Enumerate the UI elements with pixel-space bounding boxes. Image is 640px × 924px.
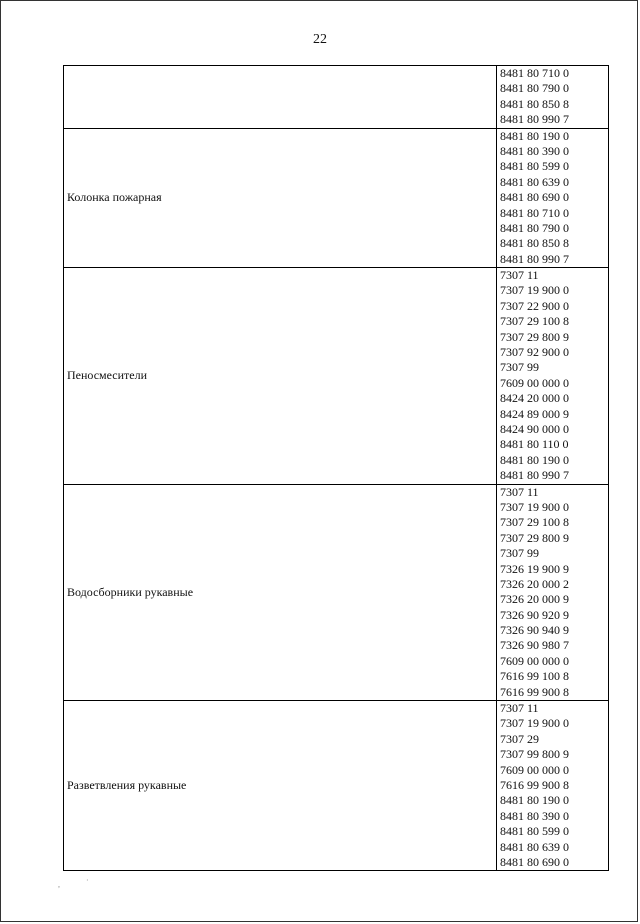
code-item: 7307 29 800 9	[500, 329, 569, 344]
product-name: Пеносмесители	[67, 368, 147, 383]
code-item: 8424 90 000 0	[500, 421, 569, 436]
code-item: 8481 80 990 7	[500, 468, 569, 483]
codes-cell	[497, 268, 609, 484]
code-item: 8481 80 599 0	[500, 159, 569, 174]
code-item: 7307 29	[500, 731, 539, 746]
table-row	[64, 484, 609, 700]
code-item: 8481 80 990 7	[500, 251, 569, 266]
product-name-cell	[64, 128, 497, 268]
code-item: 7326 90 980 7	[500, 638, 569, 653]
code-item: 8481 80 710 0	[500, 66, 569, 80]
code-item: 7326 20 000 2	[500, 576, 569, 591]
code-item: 7307 11	[500, 701, 539, 716]
table-row	[64, 128, 609, 268]
code-item: 7609 00 000 0	[500, 762, 569, 777]
code-item: 7307 19 900 0	[500, 716, 569, 731]
code-item: 7307 29 800 9	[500, 530, 569, 545]
code-item: 7609 00 000 0	[500, 653, 569, 668]
code-item: 8424 89 000 9	[500, 406, 569, 421]
code-item: 7307 29 100 8	[500, 314, 569, 329]
code-item: 8481 80 639 0	[500, 839, 569, 854]
scan-speck: ·	[86, 876, 89, 885]
codes-cell	[497, 701, 609, 871]
code-item: 7616 99 900 8	[500, 777, 569, 792]
code-item: 7307 92 900 0	[500, 345, 569, 360]
code-item: 7307 22 900 0	[500, 298, 569, 313]
codes-cell	[497, 484, 609, 700]
code-item: 7307 99	[500, 360, 539, 375]
code-item: 7307 29 100 8	[500, 515, 569, 530]
product-name: Разветвления рукавные	[67, 778, 187, 793]
code-item: 7307 99 800 9	[500, 747, 569, 762]
code-item: 8481 80 110 0	[500, 437, 569, 452]
codes-cell	[497, 66, 609, 129]
code-item: 7307 19 900 0	[500, 499, 569, 514]
product-codes-table	[63, 65, 609, 871]
code-item: 7326 90 920 9	[500, 607, 569, 622]
code-item: 8481 80 639 0	[500, 174, 569, 189]
code-item: 7616 99 100 8	[500, 669, 569, 684]
codes-cell	[497, 128, 609, 268]
table-row	[64, 268, 609, 484]
table-row	[64, 66, 609, 129]
code-item: 8424 20 000 0	[500, 391, 569, 406]
table-row	[64, 701, 609, 871]
product-name-cell	[64, 484, 497, 700]
code-item: 8481 80 599 0	[500, 824, 569, 839]
code-item: 7307 11	[500, 484, 539, 499]
code-item: 8481 80 790 0	[500, 220, 569, 235]
code-item: 7326 19 900 9	[500, 561, 569, 576]
code-item: 8481 80 710 0	[500, 205, 569, 220]
table-body	[64, 66, 609, 871]
code-item: 7307 19 900 0	[500, 283, 569, 298]
product-name: Водосборники рукавные	[67, 584, 194, 599]
code-item: 8481 80 390 0	[500, 143, 569, 158]
code-item: 7326 90 940 9	[500, 623, 569, 638]
code-item: 8481 80 190 0	[500, 128, 569, 143]
product-name: Колонка пожарная	[67, 190, 162, 205]
code-item: 8481 80 190 0	[500, 793, 569, 808]
code-item: 8481 80 790 0	[500, 81, 569, 96]
code-item: 8481 80 990 7	[500, 112, 569, 127]
code-item: 8481 80 690 0	[500, 854, 569, 869]
product-name-cell	[64, 66, 497, 129]
page-number: 22	[313, 32, 327, 47]
code-item: 8481 80 850 8	[500, 96, 569, 111]
code-item: 7616 99 900 8	[500, 684, 569, 699]
code-item: 8481 80 690 0	[500, 190, 569, 205]
code-item: 7609 00 000 0	[500, 375, 569, 390]
code-item: 7307 11	[500, 268, 539, 283]
product-name-cell	[64, 268, 497, 484]
scan-speck: ,	[58, 880, 60, 889]
code-item: 7307 99	[500, 546, 539, 561]
code-item: 7326 20 000 9	[500, 592, 569, 607]
code-item: 8481 80 190 0	[500, 452, 569, 467]
code-item: 8481 80 850 8	[500, 236, 569, 251]
product-name-cell	[64, 701, 497, 871]
code-item: 8481 80 390 0	[500, 808, 569, 823]
